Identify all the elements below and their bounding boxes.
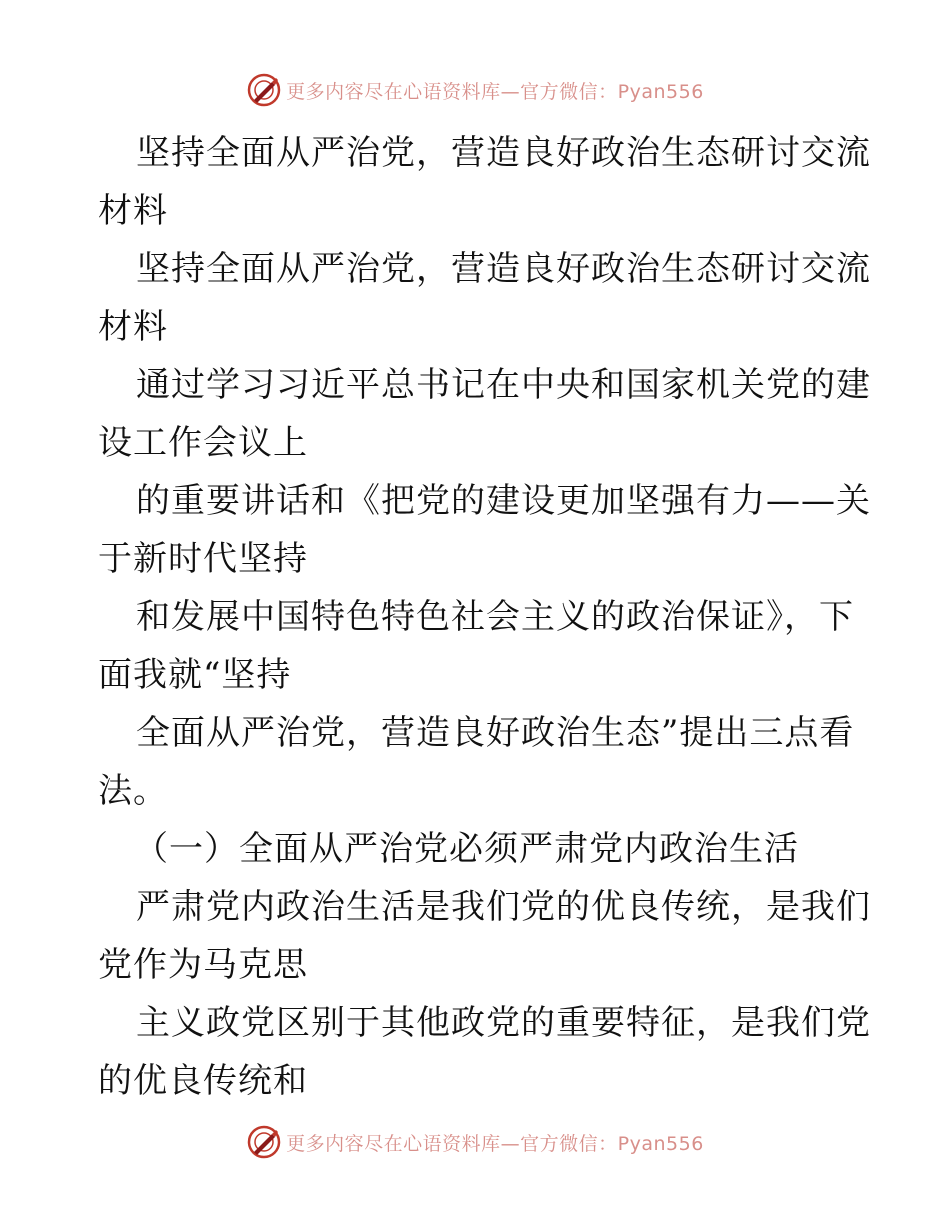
doc-line: 面我就“坚持 — [98, 655, 292, 695]
doc-line: 的优良传统和 — [98, 1061, 308, 1101]
document-body — [98, 124, 871, 1110]
footer-watermark-text: 更多内容尽在心语资料库—官方微信：Pyan556 — [286, 1132, 704, 1155]
doc-line: 主义政党区别于其他政党的重要特征，是我们党 — [136, 1003, 871, 1043]
header-watermark — [0, 68, 950, 112]
doc-line: 严肃党内政治生活是我们党的优良传统，是我们 — [136, 887, 871, 927]
doc-line: 设工作会议上 — [98, 423, 308, 463]
doc-line: 法。 — [98, 771, 168, 811]
doc-line: 于新时代坚持 — [98, 539, 308, 579]
doc-line: 坚持全面从严治党，营造良好政治生态研讨交流 — [136, 133, 871, 173]
footer-watermark — [0, 1120, 950, 1164]
seal-logo-icon — [246, 1124, 282, 1160]
doc-line: 坚持全面从严治党，营造良好政治生态研讨交流 — [136, 249, 871, 289]
doc-line: 的重要讲话和《把党的建设更加坚强有力——关 — [136, 481, 871, 521]
section-heading: （一）全面从严治党必须严肃党内政治生活 — [134, 829, 799, 869]
doc-line: 材料 — [98, 191, 168, 231]
doc-line: 材料 — [98, 307, 168, 347]
doc-line: 党作为马克思 — [98, 945, 308, 985]
doc-line: 和发展中国特色特色社会主义的政治保证》，下 — [136, 597, 854, 637]
doc-line: 全面从严治党，营造良好政治生态”提出三点看 — [136, 713, 855, 753]
seal-logo-icon — [246, 72, 282, 108]
header-watermark-text: 更多内容尽在心语资料库—官方微信：Pyan556 — [286, 80, 704, 103]
doc-line: 通过学习习近平总书记在中央和国家机关党的建 — [136, 365, 871, 405]
